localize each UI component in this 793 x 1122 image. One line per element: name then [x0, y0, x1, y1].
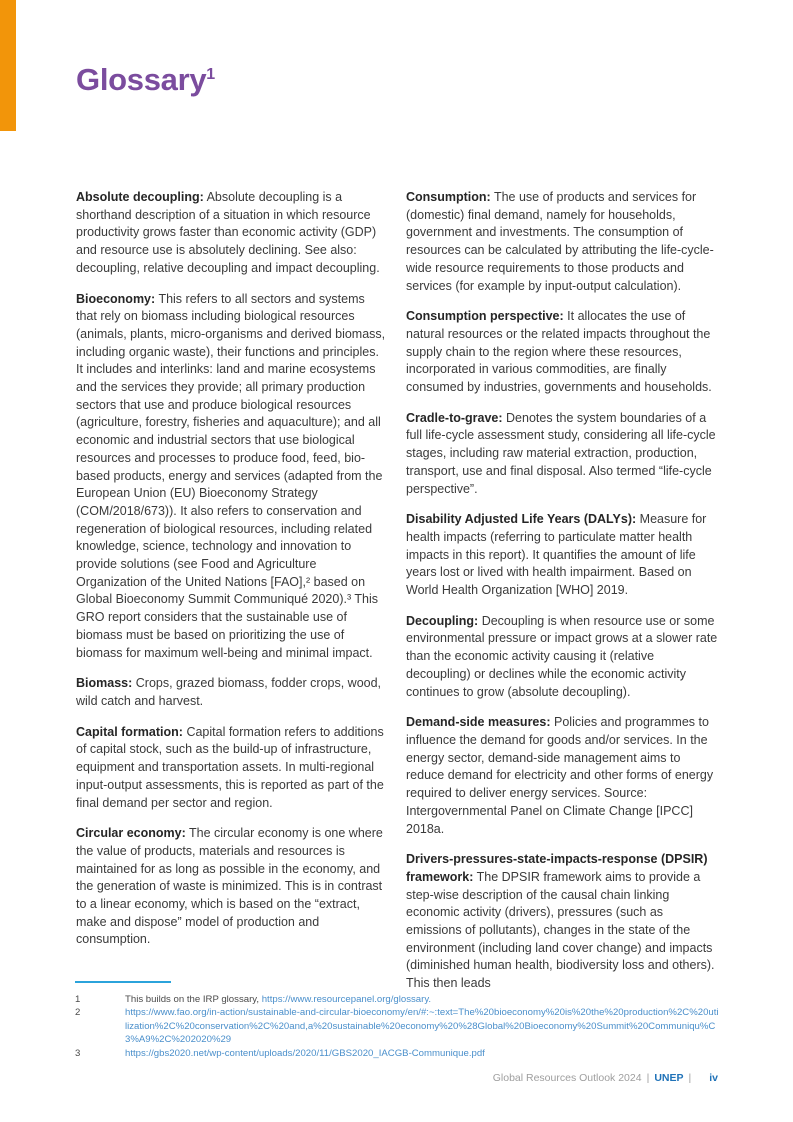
- glossary-definition: Policies and programmes to influence the demand for goods and/or services. In the energy sector, demand-side management aims to reduce demand for electricity and other forms of energy required to deliver energy services. Source: Intergovernmental Panel on Climate Change [IPCC] 2018a.: [406, 715, 714, 836]
- glossary-definition: Denotes the system boundaries of a full life-cycle assessment study, considering all life-cycle stages, including raw material extraction, production, transport, use and final disposal. Also termed “life-cycle perspective”.: [406, 410, 716, 496]
- glossary-definition: Measure for health impacts (referring to particulate matter health impacts in this report). It quantifies the amount of life years lost or lived with health impairment. Based on World Health Organization [WHO] 2019.: [406, 512, 707, 598]
- glossary-term: Consumption:: [406, 190, 491, 204]
- footnote-text: [125, 1006, 720, 1046]
- accent-bar: [0, 0, 16, 131]
- glossary-entry-circular-economy: [76, 825, 389, 949]
- footnote-2: [75, 1006, 720, 1046]
- glossary-term: Circular economy:: [76, 826, 186, 841]
- footer-separator: |: [646, 1072, 650, 1084]
- footnotes-section: [75, 981, 720, 1060]
- footnote-number: 2: [75, 1007, 81, 1019]
- glossary-entry-bioeconomy: [76, 291, 389, 663]
- footnote-divider: [75, 981, 171, 983]
- glossary-definition: Crops, grazed biomass, fodder crops, wood, wild catch and harvest.: [76, 676, 382, 708]
- glossary-definition: The use of products and services for (domestic) final demand, namely for households, government and investments. The consumption of resources can be calculated by attributing the life-cycle-wide resource requirements to those products and services (for example by input-output calculation).: [406, 190, 714, 293]
- footnote-3: [75, 1047, 720, 1060]
- footnote-1: [75, 993, 720, 1006]
- footer-report-title: Global Resources Outlook 2024: [492, 1072, 642, 1084]
- glossary-entry-consumption: [406, 189, 719, 295]
- glossary-term: Cradle-to-grave:: [406, 410, 503, 425]
- footer-separator: |: [688, 1072, 692, 1084]
- page-title-text: Glossary: [76, 62, 207, 97]
- glossary-definition: Capital formation refers to additions of capital stock, such as the build-up of infrastructure, equipment and transportation assets. In multi-regional input-output assessments, this is reported as part of the final demand per sector and region.: [76, 724, 384, 810]
- glossary-term: Absolute decoupling:: [76, 190, 204, 204]
- glossary-definition: Absolute decoupling is a shorthand description of a situation in which resource productivity grows faster than economic activity (GDP) and resource use is absolutely declining. See also: decoupling, relative decoupling and impact decoupling.: [76, 190, 380, 275]
- glossary-definition: Decoupling is when resource use or some environmental pressure or impact grows at a slower rate than the economic activity causing it (relative decoupling) or declines while the economic activity continues to grow (absolute decoupling).: [406, 613, 718, 699]
- glossary-entry-cradle-to-grave: [406, 410, 719, 499]
- footnote-link[interactable]: https://www.resourcepanel.org/glossary.: [261, 994, 432, 1005]
- glossary-entry-dalys: [406, 511, 719, 600]
- title-block: [76, 62, 215, 98]
- glossary-column-right: [406, 189, 719, 993]
- glossary-term: Capital formation:: [76, 724, 183, 739]
- footnote-text: [125, 1047, 720, 1060]
- glossary-columns: [76, 189, 719, 993]
- glossary-definition: This refers to all sectors and systems that rely on biomass including biological resources (animals, plants, micro-organisms and derived biomass, including organic waste), their functions and principles. It includes and interlinks: land and marine ecosystems and the services they provide; all primary production sectors that use and produce biological resources (agriculture, forestry, fisheries and aquaculture); and all economic and industrial sectors that use biological resources and processes to produce food, feed, bio-based products, energy and services (adapted from the European Union (EU) Bioeconomy Strategy (COM/2018/673)). It also refers to conservation and regeneration of biological resources, including related knowledge, science, technology and innovation to provide solutions (see Food and Agriculture Organization of the United Nations [FAO],² based on Global Bioeconomy Summit Communiqué 2020).³ This GRO report considers that the sustainable use of biomass must be based on prioritizing the use of biomass for maximum well-being and minimal impact.: [76, 291, 386, 660]
- footnote-link[interactable]: https://www.fao.org/in-action/sustainable-and-circular-bioeconomy/en/#:~:text=The%20bioeconomy%20is%20the%20production%2C%20utilization%2C%20conservation%2C%20and,a%20sustainable%20economy%20%28Global%20Bioeconomy%20Summit%20Communiqu%C3%A9%2C%202020%29: [125, 1007, 719, 1046]
- glossary-term: Bioeconomy:: [76, 291, 156, 306]
- glossary-definition: The DPSIR framework aims to provide a step-wise description of the causal chain linking economic activity (drivers), pressures (such as emissions of pollutants), changes in the state of the environment (including land cover change) and impacts (diminished human health, biodiversity loss and others). This then leads: [406, 869, 715, 991]
- page-number: iv: [709, 1072, 718, 1084]
- glossary-entry-consumption-perspective: [406, 308, 719, 397]
- footnote-number: 3: [75, 1047, 81, 1059]
- footer-org-name: UNEP: [654, 1072, 684, 1084]
- title-footnote-ref: 1: [206, 66, 215, 83]
- glossary-column-left: [76, 189, 389, 993]
- glossary-term: Consumption perspective:: [406, 309, 564, 324]
- glossary-entry-biomass: [76, 675, 389, 710]
- glossary-definition: The circular economy is one where the value of products, materials and resources is maintained for as long as possible in the economy, and the generation of waste is minimized. This is in contrast to a linear economy, which is based on the “extract, make and dispose” model of production and consumption.: [76, 826, 383, 947]
- footnote-link[interactable]: https://gbs2020.net/wp-content/uploads/2020/11/GBS2020_IACGB-Communique.pdf: [125, 1047, 485, 1059]
- glossary-entry-absolute-decoupling: [76, 189, 389, 278]
- page-title: [76, 62, 215, 98]
- glossary-entry-decoupling: [406, 613, 719, 702]
- glossary-entry-dpsir-framework: [406, 851, 719, 993]
- page-footer: [493, 1072, 718, 1084]
- glossary-term: Demand-side measures:: [406, 715, 551, 730]
- glossary-term: Disability Adjusted Life Years (DALYs):: [406, 512, 637, 527]
- glossary-entry-capital-formation: [76, 724, 389, 813]
- glossary-term: Drivers-pressures-state-impacts-response (DPSIR) framework:: [406, 852, 708, 884]
- glossary-term: Biomass:: [76, 676, 133, 691]
- glossary-entry-demand-side-measures: [406, 714, 719, 838]
- footnote-text: [125, 993, 720, 1006]
- footnote-number: 1: [75, 994, 81, 1005]
- glossary-term: Decoupling:: [406, 613, 479, 628]
- glossary-definition: It allocates the use of natural resources or the related impacts throughout the supply chain to the region where these resources, incorporated in various commodities, are finally consumed by industries, governments and households.: [406, 309, 712, 395]
- footnote-prefix: This builds on the IRP glossary,: [125, 994, 262, 1005]
